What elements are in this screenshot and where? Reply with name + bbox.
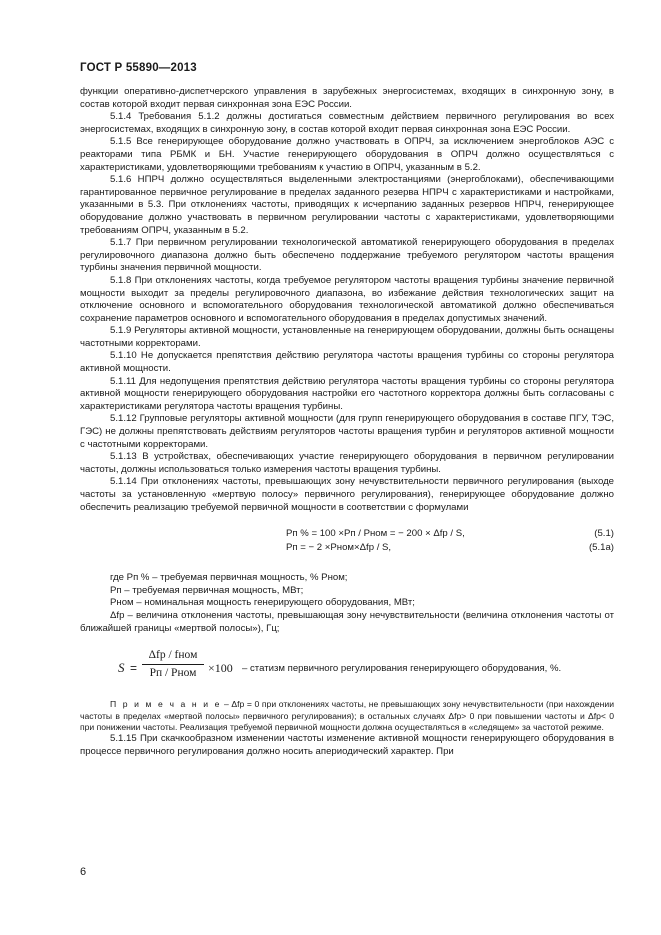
document-body [80, 86, 614, 759]
multiplier: ×100 [208, 661, 233, 676]
fraction-denominator: Рп / Рном [149, 666, 197, 679]
paragraph-5-1-6: 5.1.6 НПРЧ должно осуществляться выделенными электростанциями (энергоблоками), обеспечивающими гарантированное первичное регулирование в пределах заданного резерва НПРЧ с характеристиками и настройками, указанными в 5.3. При отклонениях частоты, приводящих к исчерпанию заданных резервов НПРЧ, генерирующее оборудование должно участвовать в первичном регулировании частоты с характеристиками, удовлетворяющими требованиям ОПРЧ, указанным в 5.2. [80, 174, 614, 236]
formula-5-1: Рп % = 100 ×Рп / Рном = − 200 × Δfр / S, [286, 528, 465, 540]
definition-pnom: Рном – номинальная мощность генерирующего оборудования, МВт; [110, 597, 415, 609]
statism-formula [80, 647, 614, 691]
formula-definitions [80, 572, 614, 635]
paragraph-5-1-13: 5.1.13 В устройствах, обеспечивающих участие генерирующего оборудования в первичном регулировании частоты, должны использоваться только измерения частоты вращения турбины. [80, 451, 614, 475]
paragraph-5-1-14: 5.1.14 При отклонениях частоты, превышающих зону нечувствительности первичного регулирования (выходе частоты за установленную «мертвую полосу» первичного регулирования), генерирующее оборудование должно обеспечить реализацию требуемой первичной мощности в соответствии с формулами [80, 476, 614, 513]
definition-pp-percent: где Рп % – требуемая первичная мощность, % Рном; [110, 572, 348, 584]
paragraph-continuation: функции оперативно-диспетчерского управления в зарубежных энергосистемах, входящих в синхронную зону, в состав которой входит первая синхронная зона ЕЭС России. [80, 86, 614, 110]
paragraph-5-1-4: 5.1.4 Требования 5.1.2 должны достигаться совместным действием первичного регулирования во всех энергосистемах, входящих в синхронную зону, в состав которой входит первая синхронная зона ЕЭС России. [80, 111, 614, 135]
note-label: П р и м е ч а н и е [110, 699, 222, 710]
formula-5-1a: Рп = − 2 ×Рном×Δfр / S, [286, 542, 392, 554]
paragraph-5-1-9: 5.1.9 Регуляторы активной мощности, установленные на генерирующем оборудовании, должны быть оснащены частотными корректорами. [80, 325, 614, 349]
fraction-numerator: Δfр / fном [142, 649, 204, 665]
paragraph-5-1-10: 5.1.10 Не допускается препятствия действию регулятора частоты вращения турбины со стороны регулятора активной мощности. [80, 350, 614, 375]
paragraph-5-1-11: 5.1.11 Для недопущения препятствия действию регулятора частоты вращения турбины со стороны регулятора активной мощности генерирующего оборудования настройки его частотного корректора должны быть согласованы с характеристиками регулятора частоты вращения турбины. [80, 375, 614, 412]
formula-number-5-1: (5.1) [594, 528, 614, 540]
note-text: – Δfр = 0 при отклонениях частоты, не превышающих зону нечувствительности (при нахождении частоты в пределах «мертвой полосы» первичного регулирования); в остальных случаях Δfр> 0 при повышении частоты и Δfр< 0 при понижении частоты. Реализация требуемой первичной мощности должна осуществляться в «следящем» за частотой режиме. [80, 699, 615, 732]
paragraph-5-1-8: 5.1.8 При отклонениях частоты, когда требуемое регулятором частоты вращения турбины значение первичной мощности выходит за пределы регулировочного диапазона, во избежание действия технологических защит на отключение основного и вспомогательного оборудования технологической автоматикой должно обеспечиваться сохранение параметров основного и вспомогательного оборудования в пределах допустимых значений. [80, 274, 614, 324]
paragraph-5-1-7: 5.1.7 При первичном регулировании технологической автоматикой генерирующего оборудования в пределах регулировочного диапазона должно быть обеспечено поддержание требуемого регулятором частоты вращения турбины значения первичной мощности. [80, 237, 614, 274]
standard-header: ГОСТ Р 55890—2013 [80, 62, 197, 74]
paragraph-5-1-15: 5.1.15 При скачкообразном изменении частоты изменение активной мощности генерирующего оборудования в процессе первичного регулирования должно носить апериодический характер. При [80, 733, 614, 757]
formula-block [80, 528, 614, 558]
definition-pp: Рп – требуемая первичная мощность, МВт; [110, 584, 304, 596]
formula-number-5-1a: (5.1а) [588, 542, 614, 554]
statism-symbol: S [118, 660, 125, 676]
statism-fraction [142, 649, 204, 679]
note-block [80, 699, 614, 733]
paragraph-5-1-12: 5.1.12 Групповые регуляторы активной мощности (для групп генерирующего оборудования в составе ПГУ, ТЭС, ГЭС) не должны препятствовать действиям регуляторов частоты вращения турбин и регуляторов активной мощности с частотными корректорами. [80, 413, 614, 450]
equals-sign: = [130, 661, 138, 676]
paragraph-5-1-5: 5.1.5 Все генерирующее оборудование должно участвовать в ОПРЧ, за исключением энергоблоков АЭС с реакторами типа РБМК и БН. Участие генерирующего оборудования в ОПРЧ должно осуществляться с характеристиками, удовлетворяющими требованиям к участию в ОПРЧ, указанным в 5.2. [80, 136, 614, 173]
page-number: 6 [80, 866, 87, 878]
definition-delta-fp: Δfр – величина отклонения частоты, превышающая зону нечувствительности (величина отклонения частоты от ближайшей границы «мертвой полосы»), Гц; [80, 609, 614, 634]
statism-explanation: – статизм первичного регулирования генерирующего оборудования, %. [242, 663, 562, 675]
